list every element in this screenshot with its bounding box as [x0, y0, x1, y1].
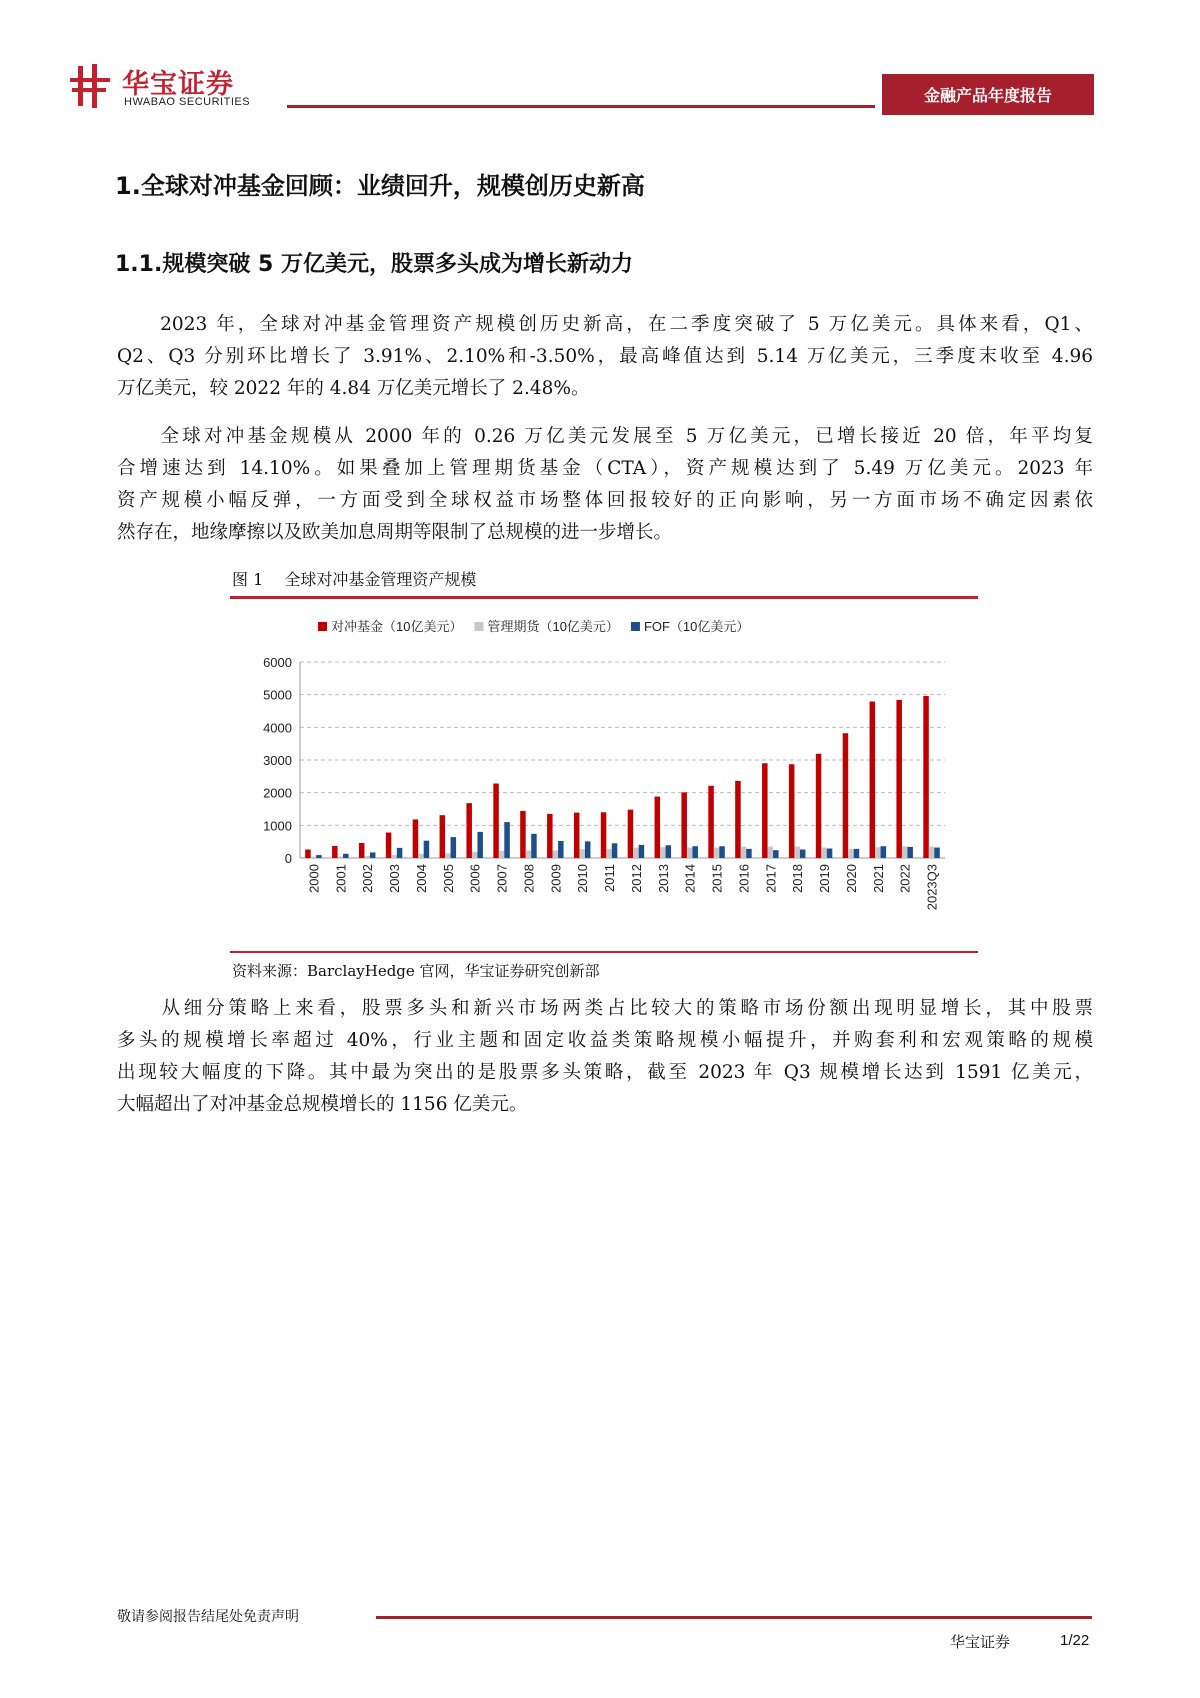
footer-disclaimer: 敬请参阅报告结尾处免责声明 — [117, 1609, 299, 1625]
bar-hedge-fund — [896, 700, 902, 858]
section-heading: 1.全球对冲基金回顾：业绩回升，规模创历史新高 — [115, 172, 645, 200]
x-tick-label: 2014 — [682, 864, 698, 893]
bar-hedge-fund — [493, 784, 499, 858]
text-line: 2023 年，全球对冲基金管理资产规模创历史新高，在二季度突破了 5 万亿美元。具体来看，Q1、 — [117, 314, 1093, 335]
bar-managed-futures — [472, 852, 478, 858]
x-tick-label: 2002 — [360, 864, 376, 893]
figure-top-rule — [230, 596, 978, 599]
bar-hedge-fund — [386, 833, 392, 858]
figure-bottom-rule — [230, 951, 978, 953]
bar-hedge-fund — [923, 696, 929, 858]
bar-managed-futures — [714, 848, 720, 858]
x-tick-label: 2000 — [306, 864, 322, 893]
bar-managed-futures — [741, 847, 747, 858]
bar-fof — [746, 849, 752, 858]
legend-swatch — [474, 622, 483, 631]
bar-hedge-fund — [681, 792, 687, 858]
y-tick-label: 2000 — [263, 785, 292, 801]
bar-fof — [666, 845, 672, 858]
bar-managed-futures — [606, 849, 612, 858]
bar-managed-futures — [391, 855, 397, 858]
bar-fof — [827, 849, 833, 858]
bar-hedge-fund — [547, 814, 553, 858]
bar-hedge-fund — [762, 763, 768, 858]
bar-fof — [854, 849, 860, 858]
logo-chinese: 华宝证券 — [122, 69, 234, 100]
bar-fof — [424, 841, 430, 858]
bar-managed-futures — [929, 847, 935, 858]
x-tick-label: 2009 — [548, 864, 564, 893]
bar-managed-futures — [553, 850, 559, 858]
bar-hedge-fund — [601, 812, 607, 858]
header-divider — [287, 105, 875, 108]
y-tick-label: 3000 — [263, 753, 292, 768]
bar-fof — [881, 846, 887, 858]
bar-managed-futures — [875, 847, 881, 858]
text-line: Q2、Q3 分别环比增长了 3.91%、2.10%和-3.50%，最高峰值达到 5.14 万亿美元，三季度末收至 4.96 — [117, 346, 1093, 367]
bar-fof — [316, 855, 322, 858]
legend-swatch — [631, 622, 640, 631]
bar-fof — [504, 822, 510, 858]
bar-hedge-fund — [735, 781, 741, 858]
y-tick-label: 4000 — [263, 720, 292, 736]
bar-fof — [773, 850, 779, 858]
x-tick-label: 2019 — [817, 864, 833, 893]
bar-chart — [230, 600, 978, 950]
x-tick-label: 2022 — [897, 864, 913, 893]
bar-fof — [585, 841, 591, 858]
bar-fof — [719, 846, 725, 858]
figure-title: 图 1 全球对冲基金管理资产规模 — [232, 570, 477, 589]
bar-managed-futures — [848, 849, 854, 858]
y-tick-label: 5000 — [263, 687, 292, 703]
legend-swatch — [318, 622, 327, 631]
bar-fof — [451, 837, 457, 858]
text-line: 多头的规模增长率超过 40%，行业主题和固定收益类策略规模小幅提升，并购套利和宏观策略的规模 — [117, 1030, 1093, 1051]
bar-fof — [558, 841, 564, 858]
bar-hedge-fund — [440, 815, 446, 858]
bar-managed-futures — [579, 849, 585, 858]
bar-managed-futures — [418, 854, 424, 858]
footer-divider — [376, 1616, 1092, 1619]
x-tick-label: 2013 — [655, 864, 671, 893]
bar-managed-futures — [364, 856, 370, 858]
legend-label: 管理期货（10亿美元） — [487, 619, 619, 634]
text-line: 大幅超出了对冲基金总规模增长的 1156 亿美元。 — [117, 1094, 528, 1115]
x-tick-label: 2005 — [440, 864, 456, 893]
footer-company: 华宝证券 — [950, 1633, 1011, 1651]
bar-fof — [692, 846, 698, 858]
bar-hedge-fund — [628, 810, 634, 858]
x-tick-label: 2003 — [387, 864, 403, 893]
bar-hedge-fund — [359, 843, 365, 858]
bar-managed-futures — [902, 846, 908, 858]
bar-hedge-fund — [413, 819, 419, 858]
x-tick-label: 2016 — [736, 864, 752, 893]
bar-managed-futures — [445, 853, 451, 858]
legend-label: 对冲基金（10亿美元） — [331, 619, 463, 634]
text-line: 出现较大幅度的下降。其中最为突出的是股票多头策略，截至 2023 年 Q3 规模增长达到 1591 亿美元， — [117, 1062, 1093, 1083]
y-tick-label: 6000 — [263, 655, 292, 670]
bar-managed-futures — [794, 847, 800, 858]
x-tick-label: 2011 — [602, 864, 618, 892]
paragraph-3 — [117, 993, 1093, 1121]
logo-english: HWABAO SECURITIES — [124, 96, 251, 108]
bar-hedge-fund — [574, 813, 580, 858]
x-tick-label: 2006 — [467, 864, 483, 893]
text-line: 然存在，地缘摩擦以及欧美加息周期等限制了总规模的进一步增长。 — [117, 522, 673, 543]
x-tick-label: 2023Q3 — [924, 864, 940, 911]
bar-managed-futures — [311, 857, 317, 858]
x-tick-label: 2010 — [575, 864, 591, 893]
bar-fof — [934, 848, 940, 858]
figure-source: 资料来源：BarclayHedge 官网，华宝证券研究创新部 — [232, 962, 600, 980]
paragraph-2 — [117, 421, 1093, 549]
bar-fof — [477, 832, 483, 858]
bar-fof — [800, 850, 806, 858]
bar-fof — [343, 854, 349, 858]
company-logo — [70, 62, 280, 112]
bar-hedge-fund — [708, 786, 714, 858]
bar-managed-futures — [768, 847, 774, 858]
bar-hedge-fund — [305, 850, 311, 858]
bar-hedge-fund — [466, 803, 472, 858]
logo-mark-icon — [70, 64, 118, 108]
y-tick-label: 1000 — [263, 818, 292, 834]
x-tick-label: 2018 — [790, 864, 806, 893]
bar-hedge-fund — [789, 764, 795, 858]
y-tick-label: 0 — [284, 851, 292, 866]
x-tick-label: 2007 — [494, 864, 510, 893]
text-line: 从细分策略上来看，股票多头和新兴市场两类占比较大的策略市场份额出现明显增长，其中股票 — [117, 998, 1093, 1019]
x-tick-label: 2015 — [709, 864, 725, 893]
bar-fof — [639, 845, 645, 858]
subsection-heading: 1.1.规模突破 5 万亿美元，股票多头成为增长新动力 — [115, 252, 633, 277]
bar-hedge-fund — [843, 733, 849, 858]
legend-label: FOF（10亿美元） — [643, 619, 750, 634]
bar-hedge-fund — [655, 797, 661, 858]
page-number: 1/22 — [1060, 1632, 1090, 1649]
bar-managed-futures — [821, 848, 827, 858]
text-line: 万亿美元，较 2022 年的 4.84 万亿美元增长了 2.48%。 — [117, 378, 590, 399]
bar-fof — [612, 843, 618, 858]
x-tick-label: 2004 — [413, 864, 429, 893]
bar-managed-futures — [526, 850, 532, 858]
bar-managed-futures — [687, 848, 693, 858]
bar-fof — [531, 834, 537, 858]
bar-fof — [907, 847, 913, 858]
bar-hedge-fund — [520, 811, 526, 858]
x-tick-label: 2017 — [763, 864, 779, 893]
bar-managed-futures — [633, 848, 639, 858]
x-tick-label: 2012 — [628, 864, 644, 893]
x-tick-label: 2008 — [521, 864, 537, 893]
text-line: 合增速达到 14.10%。如果叠加上管理期货基金（CTA），资产规模达到了 5.49 万亿美元。2023 年 — [117, 458, 1093, 479]
text-line: 全球对冲基金规模从 2000 年的 0.26 万亿美元发展至 5 万亿美元，已增长接近 20 倍，年平均复 — [117, 426, 1093, 447]
bar-managed-futures — [660, 847, 666, 858]
bar-hedge-fund — [870, 702, 876, 858]
x-tick-label: 2020 — [843, 864, 859, 893]
bar-managed-futures — [338, 856, 344, 858]
bar-managed-futures — [499, 851, 505, 858]
bar-hedge-fund — [332, 846, 338, 858]
bar-fof — [397, 848, 403, 858]
bar-hedge-fund — [816, 754, 822, 858]
text-line: 资产规模小幅反弹，一方面受到全球权益市场整体回报较好的正向影响，另一方面市场不确定因素依 — [117, 490, 1093, 511]
paragraph-1 — [117, 309, 1093, 405]
x-tick-label: 2021 — [870, 864, 886, 893]
bar-fof — [370, 852, 376, 858]
report-type-badge: 金融产品年度报告 — [882, 74, 1094, 115]
x-tick-label: 2001 — [333, 864, 349, 893]
